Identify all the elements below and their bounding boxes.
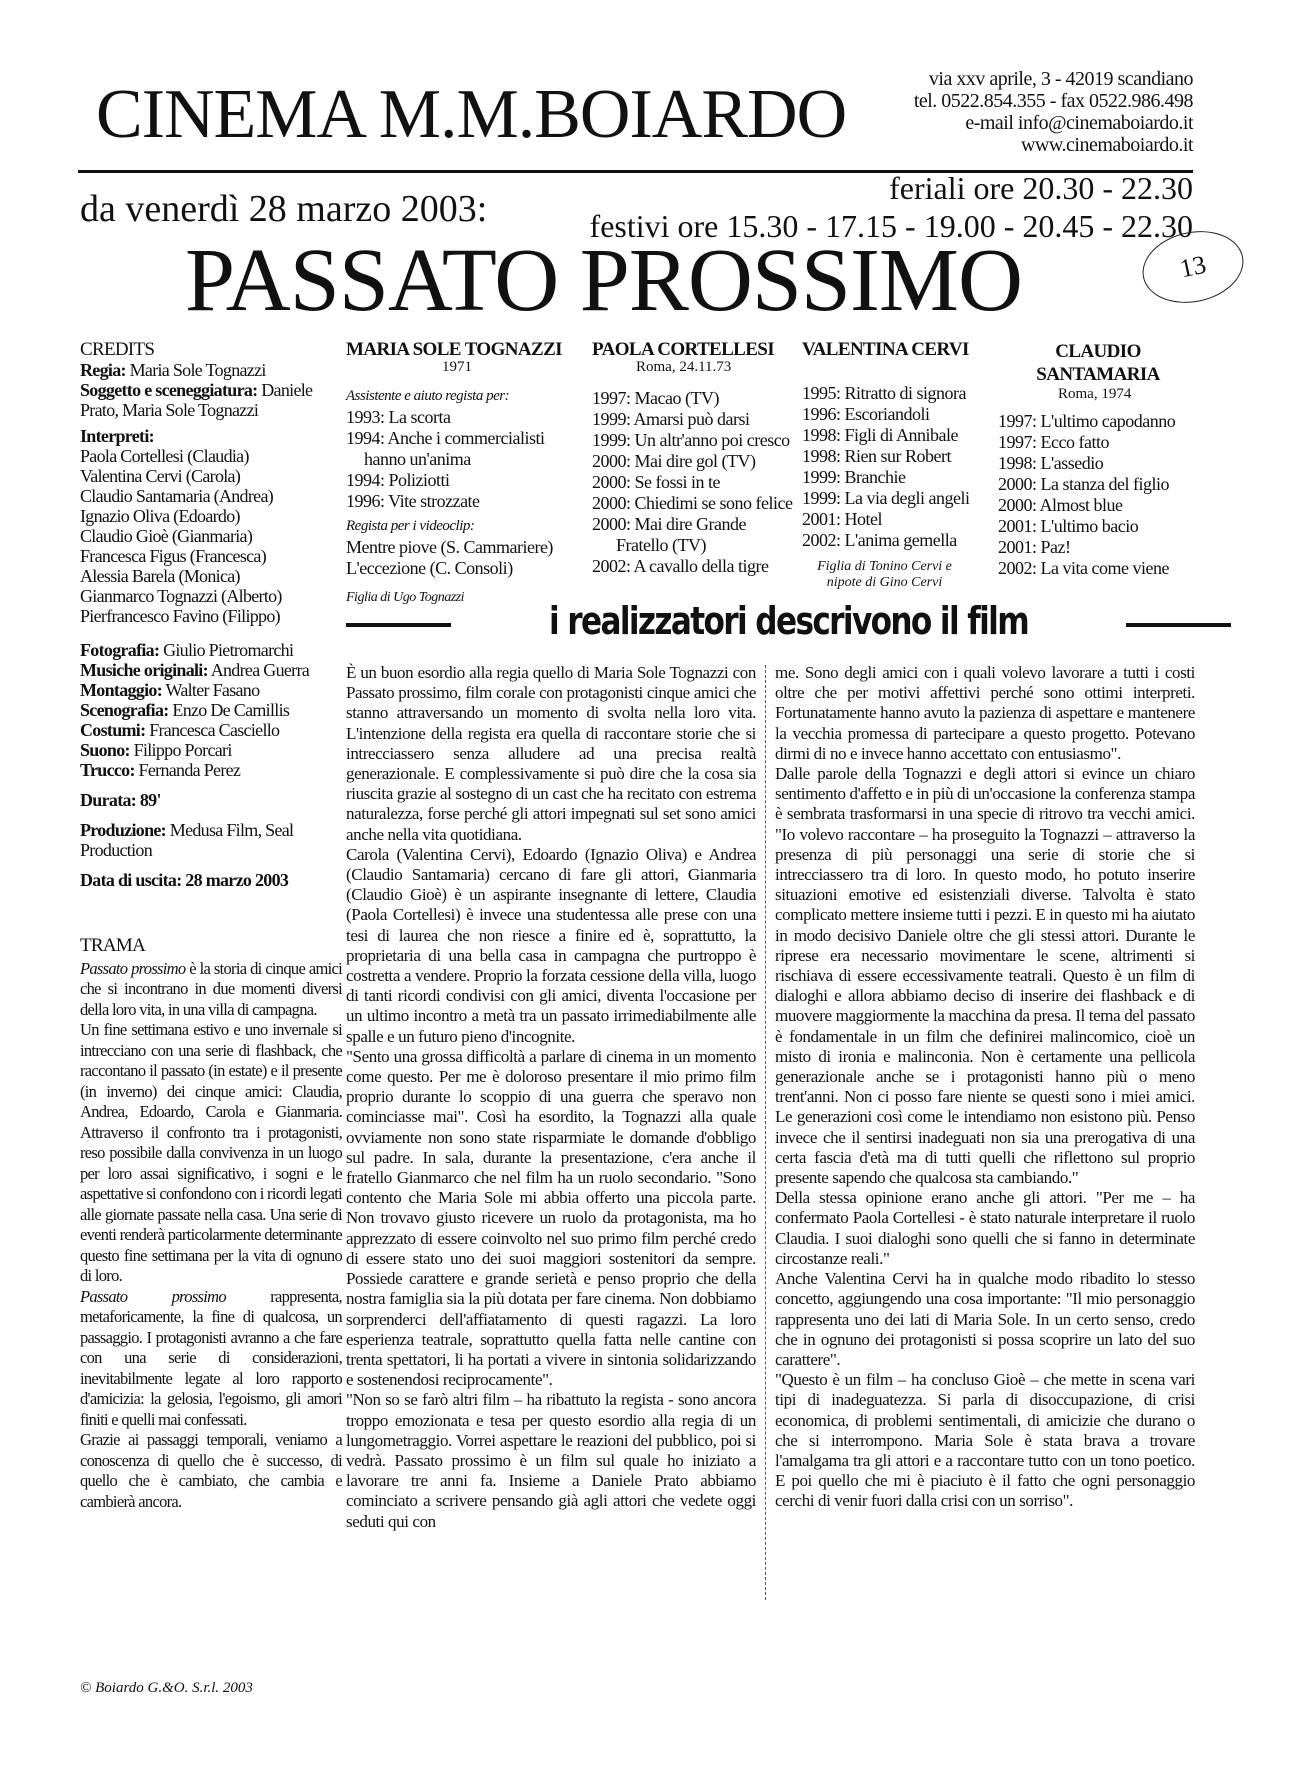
film-list-item: 2001: Paz! (998, 537, 1071, 557)
film-list-item: 1998: L'assedio (998, 453, 1104, 473)
filmography-cortellesi (592, 340, 797, 577)
article-paragraph: Della stessa opinione erano anche gli attori. "Per me – ha confermato Paola Cortellesi - è stato naturale interpretare il ruolo Claudia. I suoi dialoghi sono quelli che si fanno in determinate circostanze reali." (775, 1188, 1195, 1268)
film-list-item: 2000: Mai dire Grande Fratello (TV) (592, 514, 746, 555)
film-list-item: L'eccezione (C. Consoli) (346, 558, 513, 578)
credit-director: Regia: Maria Sole Tognazzi (80, 360, 266, 380)
credit-cast-label: Interpreti: (80, 426, 154, 446)
article-paragraph: È un buon esordio alla regia quello di Maria Sole Tognazzi con Passato prossimo, film corale con protagonisti cinque amici che stanno attraversando un momento di svolta nella loro vita. L'intenzione della regista era quella di raccontare storie che si intrecciassero senza alludere ad una precisa realtà generazionale. E complessivamente si può dire che la cosa sia riuscita grazie al sostegno di un cast che ha recitato con estrema naturalezza, forse perché gli attori impegnati sul set sono amici anche nella vita quotidiana. (346, 663, 756, 844)
plot-paragraph: Grazie ai passaggi temporali, veniamo a conoscenza di quello che è successo, di quello che è cambiato, che cambia e cambierà ancora. (80, 1430, 342, 1511)
film-list-item: 2002: A cavallo della tigre (592, 556, 769, 576)
article-paragraph: "Questo è un film – ha concluso Gioè – che mette in scena vari tipi di inadeguatezza. Si parla di disoccupazione, di crisi economica, di problemi sentimentali, di amicizie che durano o che si interrompono. Maria Sole è stata brava a trovare l'amalgama tra gli attori e a raccontare tutto con un tono poetico. E poi quello che mi è piaciuto è il fatto che ogni personaggio cerchi di venir fuori dalla crisi con un sorriso". (775, 1370, 1195, 1511)
film-list-item: 2000: Chiedimi se sono felice (592, 493, 793, 513)
film-list-item: 1993: La scorta (346, 407, 451, 427)
footer-copyright: © Boiardo G.&O. S.r.l. 2003 (80, 1680, 253, 1696)
film-list-item: 2000: Mai dire gol (TV) (592, 451, 756, 471)
film-list-item: 1997: Ecco fatto (998, 432, 1109, 452)
film-list-item: 2001: L'ultimo bacio (998, 516, 1139, 536)
credit-production: Produzione: Medusa Film, Seal Production (80, 820, 294, 860)
film-list-item: 1995: Ritratto di signora (802, 383, 966, 403)
plot-paragraph: Un fine settimana estivo e uno invernale si intrecciano con una serie di flashback, che raccontano il passato (in estate) e il presente (in inverno) dei cinque amici: Claudia, Andrea, Edoardo, Carola e Gianmaria. Attraverso il confronto tra i protagonisti, reso possibile dalla convivenza in un luogo per loro assai significativo, i sogni e le aspettative si confondono con i ricordi legati alle giornate passate nella casa. Una serie di eventi renderà particolarmente determinante questo fine settimana per la vita di ognuno di loro. (80, 1020, 342, 1285)
crew-item: Scenografia: Enzo De Camillis (80, 700, 290, 720)
article-paragraph: me. Sono degli amici con i quali volevo lavorare a tutti i costi oltre che per motivi affettivi perché sono ottimi interpreti. Fortunatamente hanno avuto la pazienza di aspettare e mantenere la vecchia promessa di partecipare a questo progetto. Potevano dirmi di no e invece hanno accettato con entusiasmo". (775, 663, 1195, 763)
filmography-santamaria (998, 340, 1203, 579)
cast-member: Paola Cortellesi (Claudia) (80, 446, 249, 466)
article-column-right (775, 663, 1195, 1512)
film-list-item: 1999: Amarsi può darsi (592, 409, 750, 429)
article-column-left (346, 663, 756, 1532)
film-list-item: 1998: Rien sur Robert (802, 446, 951, 466)
crew-item: Costumi: Francesca Casciello (80, 720, 280, 740)
cast-name: VALENTINA CERVI (802, 339, 969, 360)
film-list-item: 2002: La vita come viene (998, 558, 1169, 578)
film-list-item: 2001: Hotel (802, 509, 882, 529)
credits-block (80, 340, 342, 890)
article-paragraph: Anche Valentina Cervi ha in qualche modo ribadito lo stesso concetto, aggiungendo una cosa importante: "Il mio personaggio rappresenta uno dei lati di Maria Sole. In un certo senso, credo che in ognuno dei protagonisti si possa scoprire un lato del suo carattere". (775, 1269, 1195, 1369)
cinema-name: CINEMA M.M.BOIARDO (96, 76, 847, 153)
filmography-tognazzi (346, 340, 586, 608)
filmography-cervi (802, 340, 997, 591)
article-paragraph: Dalle parole della Tognazzi e degli attori si evince un chiaro sentimento d'affetto e in più di un'occasione la conferenza stampa è sembrata trasformarsi in una specie di ritrovo tra vecchi amici. "Io volevo raccontare – ha proseguito la Tognazzi – attraverso la presenza di più personaggi una serie di storie che si intrecciassero tra di loro. In questo modo, ho potuto inserire situazioni emotive ed esistenziali diverse. Talvolta è stato complicato mettere insieme tutti i pezzi. E in questo mi ha aiutato in modo decisivo Daniele oltre che gli stessi attori. Durante le riprese era necessario movimentare le scene, altrimenti si rischiava di essere eccessivamente teatrali. Questo è un film di dialoghi e allora abbiamo deciso di inserire dei flashback e di muovere maggiormente la macchina da presa. Il tema del passato è fondamentale in un film che definirei malincomico, cioè un misto di ironia e malinconia. Non è certamente una pellicola generazionale anche se i protagonisti hanno più o meno trent'anni. Non ci posso fare niente se questi sono i miei amici. Le generazioni così come le intendiamo non esistono più. Penso invece che il sentirsi inadeguati non sia una prerogativa di una certa fascia d'età ma di tutti quelli che riflettono sul proprio presente sapendo che qualcosa sta cambiando." (775, 764, 1195, 1188)
crew-item: Fotografia: Giulio Pietromarchi (80, 640, 294, 660)
crew-item: Suono: Filippo Porcari (80, 740, 232, 760)
heading-rule-left (346, 623, 451, 627)
plot-heading: TRAMA (80, 935, 146, 956)
cast-name: PAOLA CORTELLESI (592, 339, 775, 360)
cast-member: Francesca Figus (Francesca) (80, 546, 267, 566)
cast-member: Claudio Gioè (Gianmaria) (80, 526, 253, 546)
cast-member: Alessia Barela (Monica) (80, 566, 240, 586)
crew-item: Montaggio: Walter Fasano (80, 680, 260, 700)
address: via xxv aprile, 3 - 42019 scandiano (928, 68, 1193, 90)
film-list-item: 2000: Almost blue (998, 495, 1123, 515)
cast-member: Pierfrancesco Favino (Filippo) (80, 606, 280, 626)
email: e-mail info@cinemaboiardo.it (965, 112, 1193, 134)
cast-member: Ignazio Oliva (Edoardo) (80, 506, 240, 526)
schedule-holidays: festivi ore 15.30 - 17.15 - 19.00 - 20.45 - 22.30 (589, 208, 1193, 244)
film-list-item: 1997: Macao (TV) (592, 388, 719, 408)
cast-note: Figlia di Ugo Tognazzi (346, 590, 465, 605)
film-list-item: Mentre piove (S. Cammariere) (346, 537, 553, 557)
film-list-item: 2002: L'anima gemella (802, 530, 957, 550)
plot-paragraph: Passato prossimo rappresenta, metaforicamente, la fine di qualcosa, un passaggio. I protagonisti avranno a che fare con una serie di considerazioni, inevitabilmente legate al loro rapporto d'amicizia: la gelosia, l'egoismo, gli amori finiti e quelli mai confessati. (80, 1286, 342, 1429)
plot-block (80, 936, 342, 1512)
heading-rule-right (1126, 623, 1231, 627)
cast-birth: 1971 (442, 359, 472, 375)
date-line: da venerdì 28 marzo 2003: (80, 188, 488, 230)
cast-name: MARIA SOLE TOGNAZZI (346, 339, 562, 360)
article-paragraph: "Non so se farò altri film – ha ribattuto la regista - sono ancora troppo emozionata e tesa per questo esordio alla regia di un lungometraggio. Vorrei aspettare le reazioni del pubblico, poi si vedrà. Passato prossimo è un film sul quale ho iniziato a lavorare tre anni fa. Insieme a Daniele Prato abbiamo cominciato a scrivere pensando già agli attori che vedete oggi seduti qui con (346, 1390, 756, 1531)
film-list-item: Regista per i videoclip: (346, 518, 475, 534)
film-list-item: 1998: Figli di Annibale (802, 425, 959, 445)
film-list-item: 1996: Vite strozzate (346, 491, 480, 511)
film-list-item: 1999: Branchie (802, 467, 906, 487)
film-title: PASSATO PROSSIMO (185, 231, 1022, 330)
film-list-item: 1996: Escoriandoli (802, 404, 930, 424)
crew-list (80, 640, 342, 780)
credit-release-date: Data di uscita: 28 marzo 2003 (80, 870, 289, 890)
film-list-item: 2000: La stanza del figlio (998, 474, 1169, 494)
cast-note: Figlia di Tonino Cervi e nipote di Gino Cervi (817, 559, 952, 590)
cast-name: CLAUDIO SANTAMARIA (1036, 341, 1160, 385)
film-list-item: 1999: Un altr'anno poi cresco (592, 430, 790, 450)
website: www.cinemaboiardo.it (1021, 134, 1193, 156)
film-list-item: 1994: Anche i commercialisti hanno un'anima (346, 428, 545, 469)
crew-item: Trucco: Fernanda Perez (80, 760, 241, 780)
film-list-item: Assistente e aiuto regista per: (346, 388, 510, 404)
cast-member: Gianmarco Tognazzi (Alberto) (80, 586, 282, 606)
crew-item: Musiche originali: Andrea Guerra (80, 660, 310, 680)
phone-fax: tel. 0522.854.355 - fax 0522.986.498 (913, 90, 1193, 112)
column-divider (765, 665, 766, 1600)
film-list-item: 1999: La via degli angeli (802, 488, 970, 508)
cast-member: Valentina Cervi (Carola) (80, 466, 241, 486)
film-list-item: 1994: Poliziotti (346, 470, 450, 490)
film-list-item: 1997: L'ultimo capodanno (998, 411, 1176, 431)
cast-list (80, 446, 342, 626)
cast-member: Claudio Santamaria (Andrea) (80, 486, 274, 506)
article-heading (346, 599, 1231, 649)
cast-birth: Roma, 1974 (1058, 386, 1132, 402)
cast-birth: Roma, 24.11.73 (636, 359, 732, 375)
credit-writers: Soggetto e sceneggiatura: Daniele Prato, Maria Sole Tognazzi (80, 380, 313, 420)
schedule-weekdays: feriali ore 20.30 - 22.30 (889, 170, 1193, 206)
article-paragraph: Carola (Valentina Cervi), Edoardo (Ignazio Oliva) e Andrea (Claudio Santamaria) cercano di fare gli attori, Gianmaria (Claudio Gioè) è un aspirante insegnante di lettere, Claudia (Paola Cortellesi) è invece una studentessa alle prese con una tesi di laurea che non riesce a finire ed è, soprattutto, la proprietaria di una bella casa in campagna che purtroppo è costretta a vendere. Proprio la forzata cessione della villa, luogo di tanti ricordi condivisi con gli amici, diventa l'occasione per un ultimo incontro a metà tra un passato irrimediabilmente alle spalle e un futuro pieno d'incognite. (346, 844, 756, 1046)
plot-paragraph: Passato prossimo è la storia di cinque amici che si incontrano in due momenti diversi della loro vita, in una villa di campagna. (80, 958, 342, 1019)
article-paragraph: "Sento una grossa difficoltà a parlare di cinema in un momento come questo. Per me è doloroso presentare il mio primo film proprio durante lo scoppio di una guerra che speravo non cominciasse mai". Così ha esordito, la Tognazzi alla quale ovviamente non sono state risparmiate le domande d'obbligo sul padre. In sala, durante la presentazione, c'era anche il fratello Gianmarco che nel film ha un ruolo secondario. "Sono contento che Maria Sole mi abbia offerto una piccola parte. Non trovavo giusto ricevere un ruolo da protagonista, ma ho apprezzato di essere coinvolto nel suo primo film perché credo di essere stato uno dei suoi maggiori sostenitori da sempre. Possiede carattere e grande serietà e penso proprio che della nostra famiglia sia la più dotata per fare cinema. Non dobbiamo sorprenderci dell'affiatamento di questi ragazzi. La loro esperienza teatrale, soprattutto quella fatta nelle cantine con trenta spettatori, li ha portati a vivere in sintonia solidarizzando e sostenendosi reciprocamente". (346, 1046, 756, 1390)
credit-duration: Durata: 89' (80, 790, 161, 810)
film-list-item: 2000: Se fossi in te (592, 472, 720, 492)
contact-block (914, 68, 1193, 156)
credits-heading: CREDITS (80, 339, 155, 360)
article-title: i realizzatori descrivono il film (548, 599, 1029, 643)
rating-badge: 13 (1136, 222, 1250, 312)
